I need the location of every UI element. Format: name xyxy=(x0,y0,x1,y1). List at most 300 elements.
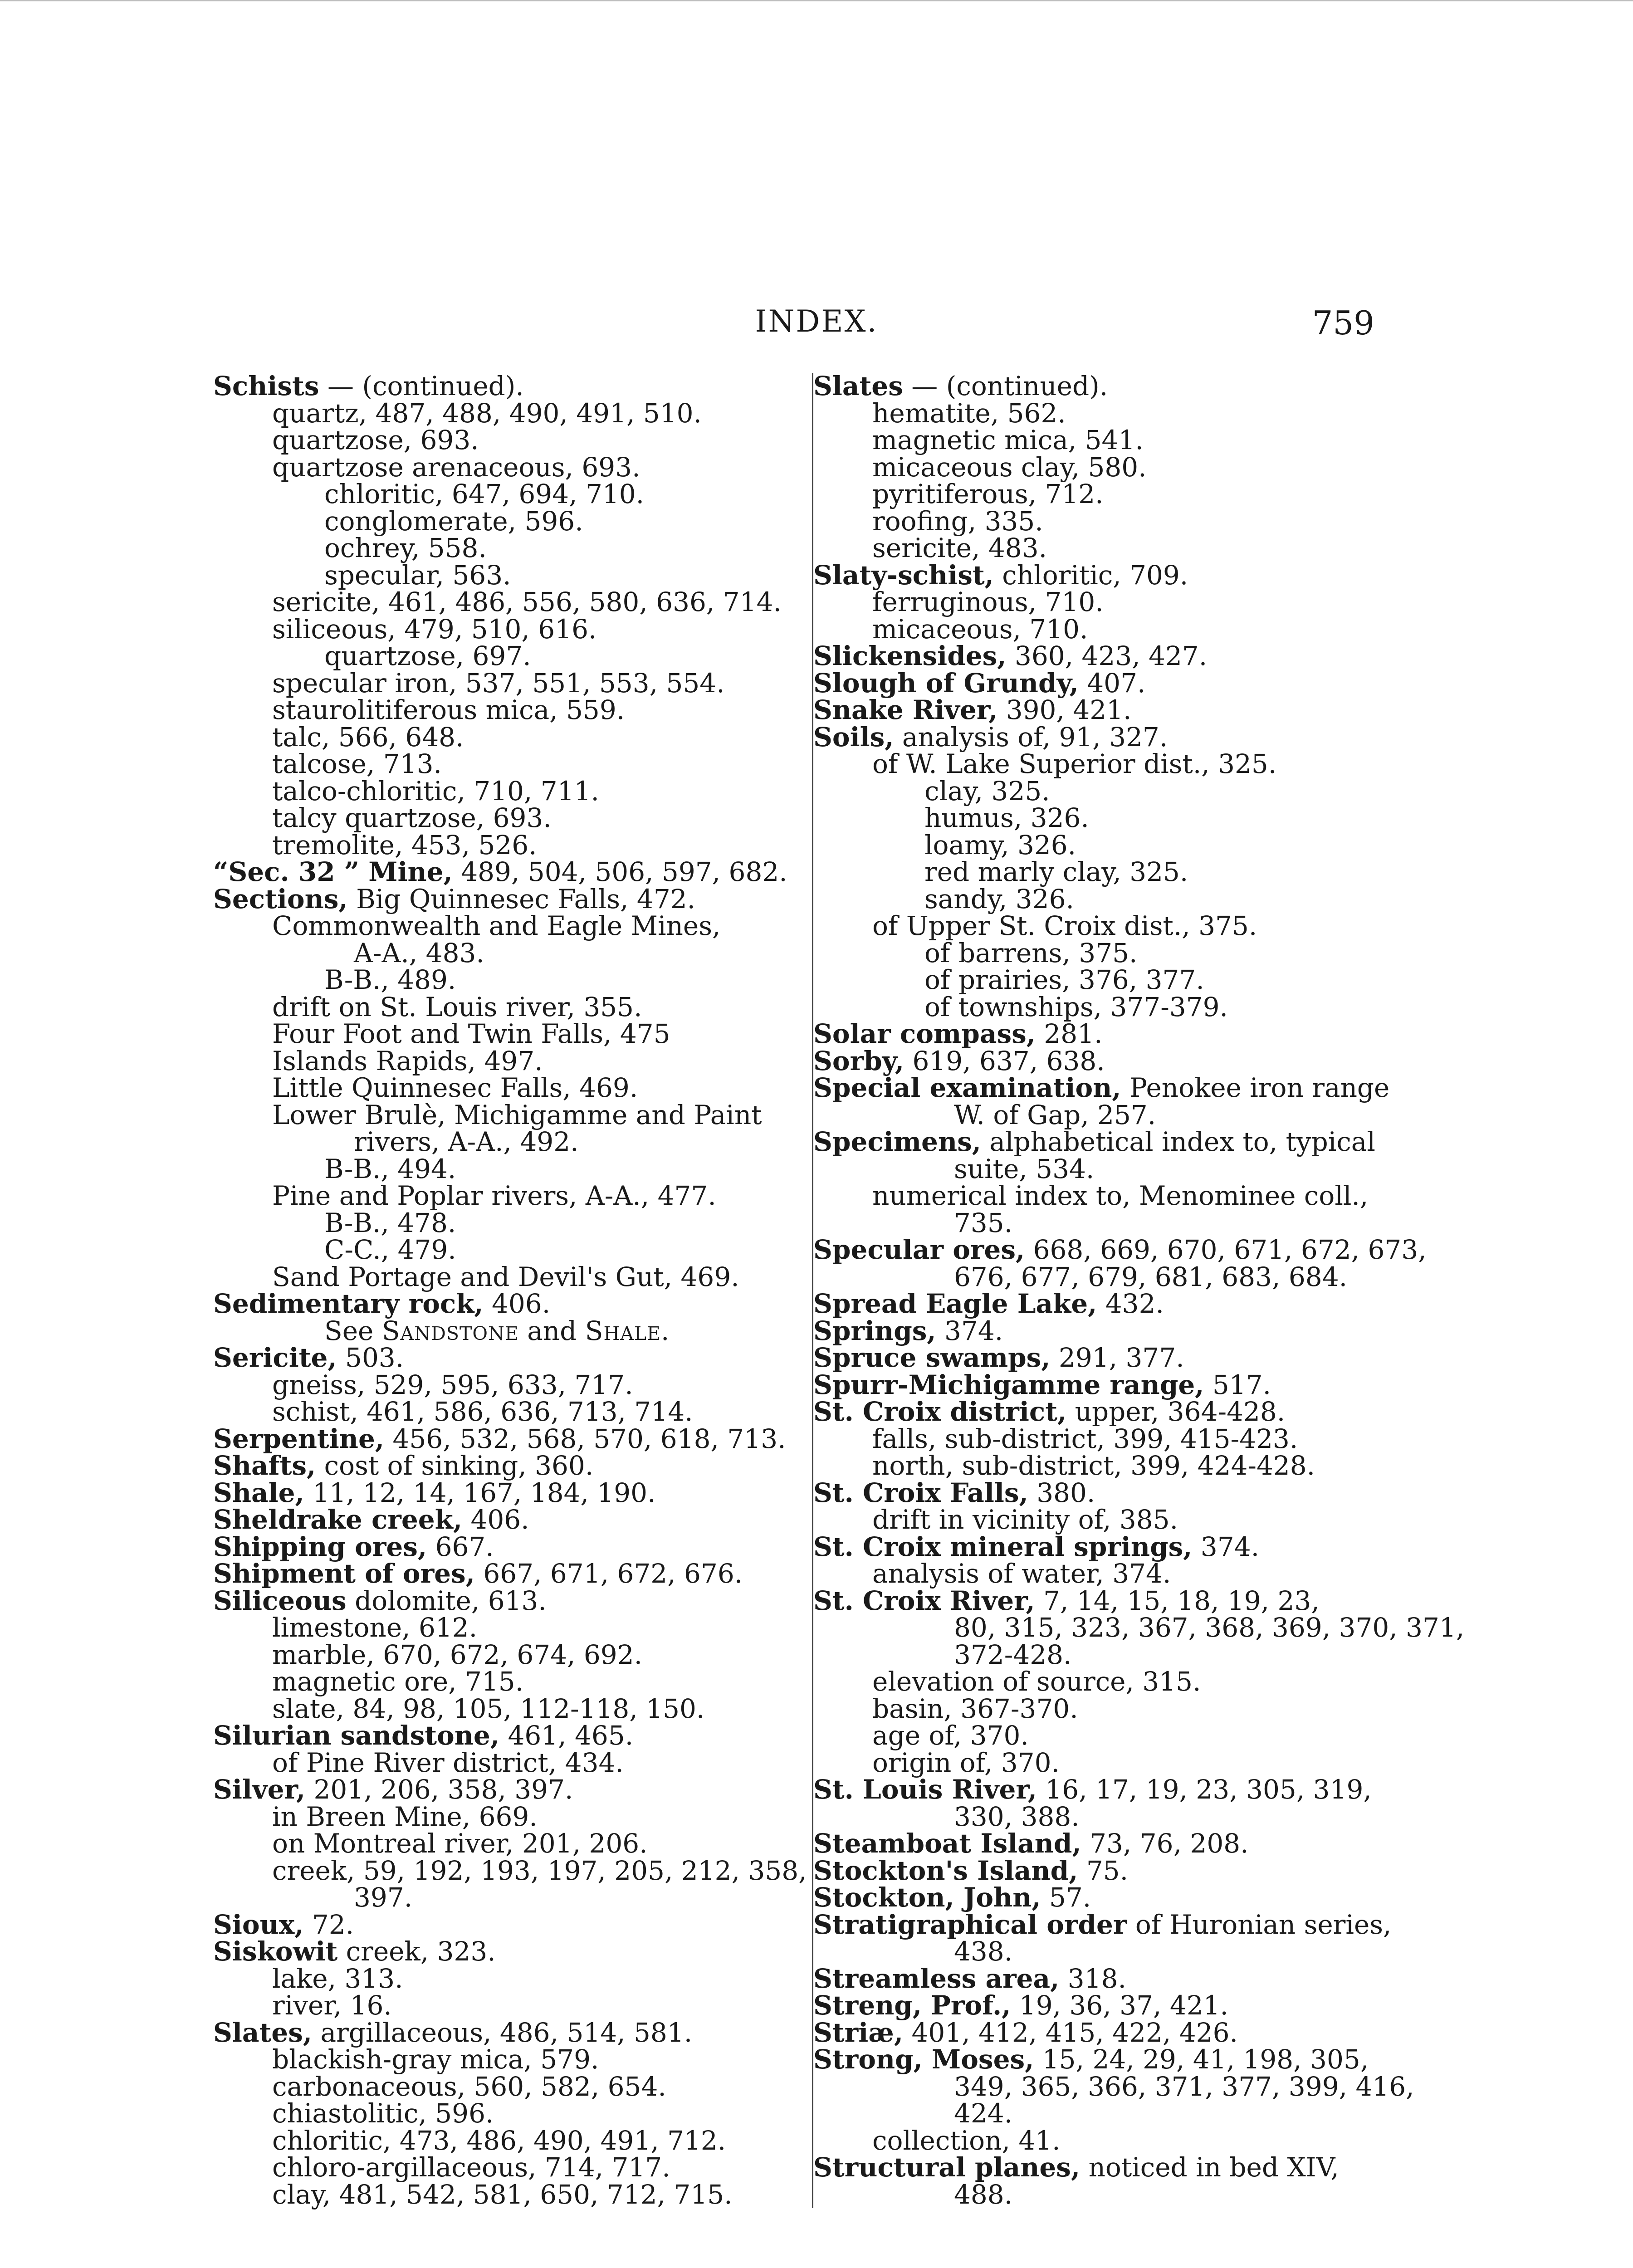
entry-text: 7, 14, 15, 18, 19, 23, xyxy=(1035,1585,1320,1616)
entry-text: limestone, 612. xyxy=(272,1612,478,1643)
entry-text: 517. xyxy=(1204,1369,1271,1400)
index-entry xyxy=(213,1126,785,1157)
index-entry xyxy=(813,829,1376,860)
entry-text: 57. xyxy=(1041,1882,1091,1913)
entry-text: quartzose, 697. xyxy=(324,640,531,671)
index-entry xyxy=(213,427,785,454)
entry-text: of townships, 377-379. xyxy=(924,991,1228,1022)
entry-heading: Special examination, xyxy=(813,1072,1121,1103)
entry-text: 372-428. xyxy=(954,1639,1072,1670)
entry-text: micaceous, 710. xyxy=(872,613,1088,645)
index-entry xyxy=(213,1398,785,1426)
entry-text: conglomerate, 596. xyxy=(324,505,583,537)
entry-text: sericite, 461, 486, 556, 580, 636, 714. xyxy=(272,587,782,617)
index-entry xyxy=(813,1207,1376,1238)
entry-text: 676, 677, 679, 681, 683, 684. xyxy=(954,1261,1348,1292)
entry-text: humus, 326. xyxy=(924,802,1089,833)
index-entry xyxy=(213,1693,785,1724)
index-entry xyxy=(213,1344,785,1372)
index-entry xyxy=(813,1045,1376,1076)
index-entry xyxy=(213,991,785,1022)
index-entry xyxy=(213,1045,785,1076)
index-entry xyxy=(813,775,1376,807)
entry-text: marble, 670, 672, 674, 692. xyxy=(272,1639,643,1670)
entry-heading: Snake River, xyxy=(813,694,998,725)
index-entry xyxy=(213,1369,785,1400)
index-entry xyxy=(213,937,785,968)
entry-text: 668, 669, 670, 671, 672, 673, xyxy=(1025,1234,1427,1265)
entry-text: roofing, 335. xyxy=(872,505,1043,537)
index-entry xyxy=(213,856,787,887)
entry-text: of Upper St. Croix dist., 375. xyxy=(872,910,1257,941)
entry-heading: Slough of Grundy, xyxy=(813,667,1079,699)
index-entry xyxy=(813,481,1376,508)
entry-text: magnetic ore, 715. xyxy=(272,1666,524,1697)
entry-text: ferruginous, 710. xyxy=(872,587,1104,617)
entry-text: chloritic, 647, 694, 710. xyxy=(324,479,645,509)
entry-text: 15, 24, 29, 41, 198, 305, xyxy=(1034,2044,1369,2075)
entry-heading: Spread Eagle Lake, xyxy=(813,1288,1097,1319)
index-entry xyxy=(813,505,1376,537)
index-entry xyxy=(813,1801,1376,1832)
entry-text: of Huronian series, xyxy=(1127,1909,1392,1940)
index-entry xyxy=(813,1531,1376,1562)
entry-text: 390, 421. xyxy=(997,694,1132,725)
index-entry xyxy=(213,1153,785,1184)
cross-reference: Sandstone xyxy=(381,1315,519,1346)
entry-text: 619, 637, 638. xyxy=(904,1045,1105,1076)
index-entry xyxy=(813,721,1376,753)
entry-text: of prairies, 376, 377. xyxy=(924,964,1204,995)
entry-text: 73, 76, 208. xyxy=(1081,1828,1249,1859)
index-entry xyxy=(813,1612,1465,1643)
index-entry xyxy=(213,694,785,725)
index-entry xyxy=(813,2071,1414,2102)
index-entry xyxy=(813,964,1376,995)
index-entry xyxy=(213,1855,807,1886)
entry-text: 281. xyxy=(1035,1018,1103,1049)
entry-text: loamy, 326. xyxy=(924,829,1076,860)
entry-text: schist, 461, 586, 636, 713, 714. xyxy=(272,1396,693,1427)
entry-heading: Siliceous xyxy=(213,1585,347,1616)
index-entry xyxy=(813,427,1376,454)
entry-text: 438. xyxy=(954,1936,1013,1967)
entry-text: — (continued). xyxy=(903,371,1108,401)
index-entry xyxy=(813,2100,1376,2127)
entry-text: falls, sub-district, 399, 415-423. xyxy=(872,1423,1298,1454)
index-entry xyxy=(813,1261,1376,1292)
index-entry xyxy=(813,802,1376,833)
index-entry xyxy=(213,1207,785,1238)
entry-text: quartzose, 693. xyxy=(272,425,479,455)
index-entry xyxy=(813,535,1376,562)
entry-text: 80, 315, 323, 367, 368, 369, 370, 371, xyxy=(954,1612,1465,1643)
index-entry xyxy=(213,640,785,671)
entry-text: drift on St. Louis river, 355. xyxy=(272,991,642,1022)
entry-text: Lower Brulè, Michigamme and Paint xyxy=(272,1099,762,1130)
index-entry xyxy=(813,748,1376,779)
entry-heading: Sheldrake creek, xyxy=(213,1504,463,1535)
index-entry xyxy=(213,883,785,914)
entry-text: analysis of, 91, 327. xyxy=(894,721,1168,753)
entry-heading: St. Croix River, xyxy=(813,1585,1035,1616)
index-entry xyxy=(213,1830,785,1857)
index-entry xyxy=(213,2046,785,2073)
index-entry xyxy=(813,1344,1376,1372)
index-entry xyxy=(213,829,785,860)
entry-text: analysis of water, 374. xyxy=(872,1558,1171,1589)
entry-text: 407. xyxy=(1078,667,1146,699)
entry-heading: Sioux, xyxy=(213,1909,304,1940)
index-entry xyxy=(213,2181,785,2209)
entry-text: 735. xyxy=(954,1207,1013,1238)
index-entry xyxy=(213,667,785,699)
running-title: INDEX. xyxy=(755,304,878,339)
entry-heading: Shale, xyxy=(213,1477,304,1508)
index-entry xyxy=(813,640,1376,671)
index-entry xyxy=(813,1452,1376,1480)
entry-text: upper, 364-428. xyxy=(1066,1396,1286,1427)
entry-text: 201, 206, 358, 397. xyxy=(305,1774,573,1805)
entry-text: sandy, 326. xyxy=(924,883,1074,914)
entry-heading: Shipping ores, xyxy=(213,1531,427,1562)
entry-text: 432. xyxy=(1097,1288,1164,1319)
entry-text: 11, 12, 14, 167, 184, 190. xyxy=(304,1477,656,1508)
index-entry xyxy=(813,1506,1376,1534)
index-entry xyxy=(213,505,785,537)
index-entry xyxy=(213,1668,785,1696)
index-entry xyxy=(813,991,1376,1022)
index-entry xyxy=(213,1452,785,1480)
entry-text: origin of, 370. xyxy=(872,1747,1060,1778)
entry-text: siliceous, 479, 510, 616. xyxy=(272,613,597,645)
entry-text: specular, 563. xyxy=(324,559,511,591)
entry-text: 489, 504, 506, 597, 682. xyxy=(452,856,787,887)
entry-heading: St. Croix mineral springs, xyxy=(813,1531,1193,1562)
index-entry xyxy=(813,2127,1376,2155)
index-entry xyxy=(213,1423,786,1454)
entry-text: . xyxy=(660,1315,670,1346)
index-entry xyxy=(213,2073,785,2101)
index-entry xyxy=(813,1639,1376,1670)
entry-heading: Stockton's Island, xyxy=(813,1855,1078,1886)
index-entry xyxy=(813,1938,1376,1965)
index-entry xyxy=(813,1668,1376,1696)
entry-text: chiastolitic, 596. xyxy=(272,2098,494,2129)
entry-heading: Streamless area, xyxy=(813,1963,1060,1994)
entry-text: W. of Gap, 257. xyxy=(954,1099,1156,1130)
index-entry xyxy=(813,1369,1376,1400)
entry-text: of W. Lake Superior dist., 325. xyxy=(872,748,1277,779)
entry-text: quartz, 487, 488, 490, 491, 510. xyxy=(272,397,702,429)
index-entry xyxy=(213,1614,785,1642)
index-entry xyxy=(213,1722,785,1750)
entry-text: chloritic, 709. xyxy=(993,559,1188,591)
entry-heading: Soils, xyxy=(813,721,894,753)
index-entry xyxy=(213,373,785,400)
entry-text: 397. xyxy=(354,1882,413,1913)
entry-text: quartzose arenaceous, 693. xyxy=(272,451,640,483)
index-entry xyxy=(813,1830,1376,1857)
entry-text: chloro-argillaceous, 714, 717. xyxy=(272,2152,670,2183)
index-entry xyxy=(213,1531,785,1562)
index-entry xyxy=(213,1884,785,1911)
entry-heading: Slates xyxy=(813,371,903,401)
entry-text: 503. xyxy=(337,1342,404,1373)
index-entry xyxy=(213,910,785,941)
entry-heading: Siskowit xyxy=(213,1936,338,1967)
index-entry xyxy=(213,1072,785,1103)
entry-text: 424. xyxy=(954,2098,1013,2129)
entry-heading: Stockton, John, xyxy=(813,1882,1041,1913)
entry-heading: Serpentine, xyxy=(213,1423,385,1454)
index-entry xyxy=(213,1992,785,2019)
entry-text: — (continued). xyxy=(319,371,524,401)
index-entry xyxy=(813,1315,1376,1346)
index-entry xyxy=(213,559,785,591)
index-entry xyxy=(813,1747,1376,1778)
index-entry xyxy=(213,1315,785,1346)
right-index-column xyxy=(812,371,1465,2210)
index-entry xyxy=(813,1909,1392,1940)
index-entry xyxy=(813,883,1376,914)
index-entry xyxy=(813,856,1376,887)
entry-heading: Sedimentary rock, xyxy=(213,1288,484,1319)
entry-text: C-C., 479. xyxy=(324,1234,456,1265)
index-entry xyxy=(213,721,785,753)
index-entry xyxy=(213,1639,785,1670)
index-entry xyxy=(813,1423,1376,1454)
entry-heading: Slickensides, xyxy=(813,640,1007,671)
entry-text: Commonwealth and Eagle Mines, xyxy=(272,910,721,941)
entry-text: north, sub-district, 399, 424-428. xyxy=(872,1450,1315,1481)
index-entry xyxy=(213,802,785,833)
index-entry xyxy=(213,2127,785,2155)
index-entry xyxy=(213,451,785,483)
entry-heading: Shafts, xyxy=(213,1450,316,1481)
entry-heading: St. Louis River, xyxy=(813,1774,1037,1805)
entry-text: B-B., 489. xyxy=(324,964,456,995)
entry-text: red marly clay, 325. xyxy=(924,856,1188,887)
index-entry xyxy=(813,1722,1376,1750)
entry-text: alphabetical index to, typical xyxy=(981,1126,1375,1157)
index-entry xyxy=(213,1234,785,1265)
index-entry xyxy=(813,937,1376,968)
index-entry xyxy=(813,1398,1376,1426)
entry-heading: Schists xyxy=(213,371,319,401)
entry-text: 406. xyxy=(483,1288,551,1319)
entry-text: talco-chloritic, 710, 711. xyxy=(272,775,599,807)
entry-heading: Silurian sandstone, xyxy=(213,1720,500,1751)
entry-text: 360, 423, 427. xyxy=(1006,640,1208,671)
index-entry xyxy=(813,559,1376,591)
index-entry xyxy=(813,910,1376,941)
index-entry xyxy=(213,481,785,508)
entry-text: cost of sinking, 360. xyxy=(316,1450,594,1481)
index-entry xyxy=(813,613,1376,645)
index-entry xyxy=(813,1776,1376,1804)
index-entry xyxy=(813,2154,1376,2181)
entry-text: on Montreal river, 201, 206. xyxy=(272,1828,648,1859)
entry-text: creek, 59, 192, 193, 197, 205, 212, 358, xyxy=(272,1855,807,1886)
entry-text: lake, 313. xyxy=(272,1963,403,1994)
entry-text: suite, 534. xyxy=(954,1153,1095,1184)
index-entry xyxy=(213,1747,785,1778)
entry-text: tremolite, 453, 526. xyxy=(272,829,537,860)
entry-text: 16, 17, 19, 23, 305, 319, xyxy=(1037,1774,1372,1805)
page-number: 759 xyxy=(1312,304,1374,342)
index-entry xyxy=(213,1477,785,1508)
entry-text: carbonaceous, 560, 582, 654. xyxy=(272,2071,666,2102)
index-entry xyxy=(213,1911,785,1939)
index-entry xyxy=(213,1261,785,1292)
entry-heading: St. Croix Falls, xyxy=(813,1477,1028,1508)
entry-text: 488. xyxy=(954,2179,1013,2210)
entry-text: ochrey, 558. xyxy=(324,533,487,563)
cross-reference: Shale xyxy=(585,1315,661,1346)
entry-heading: “Sec. 32 ” Mine, xyxy=(213,856,453,887)
entry-text: blackish-gray mica, 579. xyxy=(272,2044,599,2075)
entry-heading: Slates, xyxy=(213,2017,313,2048)
left-index-column xyxy=(213,371,807,2210)
entry-text: 456, 532, 568, 570, 618, 713. xyxy=(384,1423,786,1454)
entry-text: 318. xyxy=(1059,1963,1126,1994)
entry-text: slate, 84, 98, 105, 112-118, 150. xyxy=(272,1693,705,1724)
entry-text: talc, 566, 648. xyxy=(272,721,464,753)
entry-text: 330, 388. xyxy=(954,1801,1080,1832)
entry-text: and xyxy=(518,1315,585,1346)
entry-text: pyritiferous, 712. xyxy=(872,479,1104,509)
entry-text: Sand Portage and Devil's Gut, 469. xyxy=(272,1261,739,1292)
index-entry xyxy=(813,1153,1376,1184)
entry-text: sericite, 483. xyxy=(872,533,1047,563)
entry-heading: Sorby, xyxy=(813,1045,905,1076)
entry-text: 461, 465. xyxy=(499,1720,634,1751)
index-entry xyxy=(213,1018,785,1049)
entry-heading: Striæ, xyxy=(813,2017,904,2048)
entry-text: of Pine River district, 434. xyxy=(272,1747,624,1778)
index-entry xyxy=(213,1560,785,1588)
entry-text: numerical index to, Menominee coll., xyxy=(872,1180,1369,1211)
entry-text: B-B., 494. xyxy=(324,1153,456,1184)
entry-heading: Sericite, xyxy=(213,1342,337,1373)
entry-heading: Strong, Moses, xyxy=(813,2044,1034,2075)
entry-text: magnetic mica, 541. xyxy=(872,425,1144,455)
entry-text: talcose, 713. xyxy=(272,748,442,779)
entry-text: of barrens, 375. xyxy=(924,937,1138,968)
index-entry xyxy=(813,1234,1427,1265)
entry-heading: Steamboat Island, xyxy=(813,1828,1081,1859)
index-entry xyxy=(213,964,785,995)
index-entry xyxy=(813,1560,1376,1588)
entry-heading: St. Croix district, xyxy=(813,1396,1067,1427)
index-entry xyxy=(813,1099,1376,1130)
index-entry xyxy=(813,1857,1376,1885)
index-entry xyxy=(813,1585,1376,1616)
entry-heading: Sections, xyxy=(213,883,348,914)
index-entry xyxy=(813,1477,1376,1508)
entry-heading: Spruce swamps, xyxy=(813,1342,1051,1373)
entry-text: 406. xyxy=(462,1504,529,1535)
index-entry xyxy=(213,2100,785,2127)
index-entry xyxy=(213,775,785,807)
index-entry xyxy=(213,1506,785,1534)
index-entry xyxy=(213,1180,785,1211)
entry-text: rivers, A-A., 492. xyxy=(354,1126,579,1157)
entry-heading: Shipment of ores, xyxy=(213,1558,475,1589)
index-entry xyxy=(213,397,785,429)
entry-text: 75. xyxy=(1078,1855,1129,1886)
entry-text: gneiss, 529, 595, 633, 717. xyxy=(272,1369,633,1400)
index-entry xyxy=(813,1992,1376,2019)
top-rule xyxy=(0,0,1633,1)
entry-text: 349, 365, 366, 371, 377, 399, 416, xyxy=(954,2071,1414,2102)
entry-text: drift in vicinity of, 385. xyxy=(872,1504,1178,1535)
entry-text: hematite, 562. xyxy=(872,397,1066,429)
entry-text: 667. xyxy=(427,1531,494,1562)
entry-heading: Stratigraphical order xyxy=(813,1909,1127,1940)
entry-text: noticed in bed XIV, xyxy=(1080,2152,1339,2183)
entry-text: creek, 323. xyxy=(337,1936,496,1967)
entry-heading: Streng, Prof., xyxy=(813,1990,1011,2021)
index-entry xyxy=(213,613,785,645)
entry-text: micaceous clay, 580. xyxy=(872,451,1147,483)
index-entry xyxy=(813,694,1376,725)
entry-text: 72. xyxy=(303,1909,354,1940)
index-entry xyxy=(813,373,1376,400)
index-entry xyxy=(813,1884,1376,1911)
entry-text: 19, 36, 37, 421. xyxy=(1011,1990,1228,2021)
entry-text: river, 16. xyxy=(272,1990,392,2021)
index-entry xyxy=(213,1290,785,1318)
entry-text: specular iron, 537, 551, 553, 554. xyxy=(272,667,725,699)
entry-text: Pine and Poplar rivers, A-A., 477. xyxy=(272,1180,716,1211)
entry-text: A-A., 483. xyxy=(354,937,484,968)
index-entry xyxy=(813,1180,1376,1211)
entry-text: 380. xyxy=(1028,1477,1095,1508)
entry-text: 374. xyxy=(936,1315,1003,1346)
entry-text: B-B., 478. xyxy=(324,1207,456,1238)
index-entry xyxy=(813,451,1376,483)
entry-text: Big Quinnesec Falls, 472. xyxy=(347,883,696,914)
entry-text: in Breen Mine, 669. xyxy=(272,1801,538,1832)
index-entry xyxy=(813,1693,1376,1724)
index-entry xyxy=(213,1965,785,1993)
entry-heading: Specimens, xyxy=(813,1126,981,1157)
entry-heading: Solar compass, xyxy=(813,1018,1036,1049)
index-entry xyxy=(213,1801,785,1832)
entry-text: 667, 671, 672, 676. xyxy=(474,1558,743,1589)
index-entry xyxy=(213,748,785,779)
entry-text: Penokee iron range xyxy=(1121,1072,1390,1103)
index-entry xyxy=(213,2019,785,2047)
entry-text: Islands Rapids, 497. xyxy=(272,1045,543,1076)
index-entry xyxy=(213,1938,785,1965)
index-entry xyxy=(813,1290,1376,1318)
entry-text: clay, 481, 542, 581, 650, 712, 715. xyxy=(272,2179,733,2210)
entry-text: Little Quinnesec Falls, 469. xyxy=(272,1072,638,1103)
entry-text: 374. xyxy=(1192,1531,1260,1562)
entry-text: collection, 41. xyxy=(872,2125,1061,2156)
entry-text: 401, 412, 415, 422, 426. xyxy=(903,2017,1238,2048)
index-entry xyxy=(213,1776,785,1804)
entry-text: clay, 325. xyxy=(924,775,1050,807)
entry-heading: Springs, xyxy=(813,1315,936,1346)
entry-text: basin, 367-370. xyxy=(872,1693,1078,1724)
index-entry xyxy=(813,2019,1376,2047)
entry-text: dolomite, 613. xyxy=(346,1585,547,1616)
entry-heading: Structural planes, xyxy=(813,2152,1081,2183)
